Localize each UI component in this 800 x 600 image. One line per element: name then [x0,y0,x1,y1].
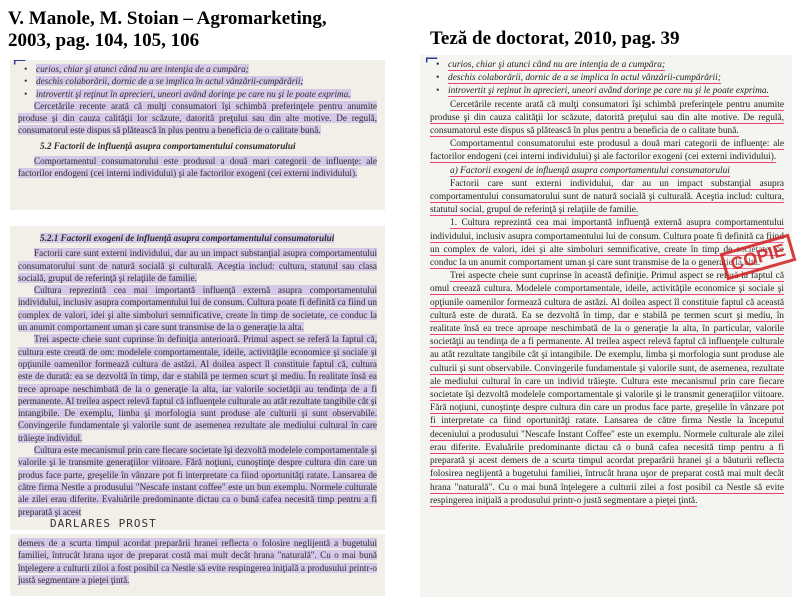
source-citation-line2: 2003, pag. 104, 105, 106 [8,30,200,51]
paragraph: Cercetările recente arată că mulţi consumatori îşi schimbă preferinţele pentru anumite produse şi din cauza calităţii lor scăzute, datorită preţului sau din alte motive. De regulă, consumatorul este dispus să plătească în plus pentru a beneficia de o calitate bună. [430,99,784,137]
paragraph: Cultura este mecanismul prin care fiecare societate îşi dezvoltă modelele comportamentale şi valorile şi le transmite generaţiilor viitoare. Fără noţiuni, cunoştinţe despre cultura din care un produs face parte, greşelile în vânzare pot fi interpretate ca fiind oportunităţi ratate. Lansarea de către firma Nestle a produsului "Nescafe instant coffee" este un bun exemplu. Normele culturale ale zilei erau diferite. Evaluările predominante dictau ca o bună cafea necesită timp pentru a fi preparată şi acest [18,445,377,517]
handwritten-mark: DARLARES PROST [50,517,157,530]
section-title: 5.2 Factorii de influenţă asupra comportamentului consumatorului [40,140,296,151]
copy-stamp: COPIE [720,234,797,281]
bullet-item: • introvertit şi reţinut în aprecieri, uneori având dorinţe pe care nu şi le poate exprima. [430,85,784,98]
thesis-page-excerpt [420,55,792,597]
corner-mark-icon: ⌐ [12,60,28,72]
subsection-title: a) Factorii exogeni de influenţă asupra comportamentului consumatorului [450,165,730,176]
paragraph: demers de a scurta timpul acordat preparării hranei reflecta o folosire neglijentă a bugetului familiei, întrucât hrana uşor de preparat costă mai mult decât hrana "naturală". Cu o mai bună înţelegere a culturii ziloi a fost posibil ca Nestle să evite respingerea iniţială a produsului printr-o justă segmentare a pieţei ţintă. [18,538,377,585]
bullet-item: • deschis colaborării, dornic de a se implica în actul vânzării-cumpărării; [430,72,784,85]
original-scan-excerpt-2 [10,226,385,530]
paragraph: 1. Cultura reprezintă cea mai importantă influenţă externă asupra comportamentului individului, inclusiv asupra comportamentului lui de consum. Cultura poate fi definită ca fiind un complex de valori, idei şi alte simboluri semnificative, create în timp de societate, ce conduc la un anumit comportament uman şi care sunt transmise de la o generaţie la alta. [430,218,784,269]
source-citation-line1: V. Manole, M. Stoian – Agromarketing, [8,8,327,29]
bullet-item: • introvertit şi reţinut în aprecieri, uneori având dorinţe pe care nu şi le poate exprima. [18,88,377,100]
source-citation-right: Teză de doctorat, 2010, pag. 39 [430,28,680,49]
original-scan-excerpt-3 [10,534,385,596]
bullet-item: • curios, chiar şi atunci când nu are intenţia de a cumpăra; [18,63,377,75]
paragraph: Cercetările recente arată că mulţi consumatori îşi schimbă preferinţele pentru anumite produse şi din cauza calităţii lor scăzute, datorită preţului sau din alte motive. De regulă, consumatorul este dispus să plătească în plus pentru a beneficia de o calitate bună. [18,100,377,136]
paragraph: Factorii care sunt externi individului, dar au un impact substanţial asupra comportamentului consumatorului sunt de natură socială şi culturală. Aceştia includ: cultura, statutul sau clasa socială, grupul de referinţă şi relaţiile de familie. [18,248,377,283]
source-citation-left [8,8,388,52]
paragraph: Trei aspecte cheie sunt cuprinse în definiţia anterioară. Primul aspect se referă la faptul că, cultura este creată de om: modelele comportamentale, ideile, activităţile economice şi sociale şi opţiunile oamenilor formează cultura de astăzi. Al doilea aspect îl constituie faptul că, cultura este de durată: ea se dezvoltă în timp, dar e stabilă pe termen scurt şi mediu. În realitate însă ea trece aproape neschimbată de la o generaţie la alta, iar valorile societăţii au tendinţa de a fi permanente. Al treilea aspect relevă faptul că influenţele culturale au atât rezultate tangibile cât şi intangibile. De exemplu, limba şi morfologia sunt produse ale culturii şi sunt observabile. Convingerile fundamentale şi valorile sunt de asemenea rezultate ale mediului cultural în care trăieşte individul. [18,334,377,443]
bullet-item: • curios, chiar şi atunci când nu are intenţia de a cumpăra; [430,59,784,72]
paragraph: Comportamentul consumatorului este produsul a două mari categorii de influenţe: ale factorilor endogeni (cei interni individului) şi ale factorilor exogeni (cei externi individului). [430,139,784,163]
corner-mark-icon: ⌐ [424,55,440,70]
paragraph: Comportamentul consumatorului este produsul a două mari categorii de influenţe: ale factorilor endogeni (cei interni individului) şi ale factorilor exogeni (cei externi individului). [18,156,377,179]
original-scan-excerpt-1 [10,60,385,210]
paragraph: Factorii care sunt externi individului, dar au un impact substanţial asupra comportamentului consumatorului sunt de natură socială şi culturală. Aceştia includ: cultura, statutul social, grupul de referinţă şi relaţiile de familie. [430,178,784,216]
bullet-item: • deschis colaborării, dornic de a se implica în actul vânzării-cumpărării; [18,75,377,87]
paragraph: Cultura reprezintă cea mai importantă influenţă externă asupra comportamentului individului, inclusiv asupra comportamentului lui de consum. Cultura poate fi definită ca fiind un complex de valori, idei şi alte simboluri semnificative, create în timp de societate, ce conduc la un anumit comportament uman şi care sunt transmise de la o generaţie la alta. [18,285,377,333]
section-title: 5.2.1 Factorii exogeni de influenţă asupra comportamentului consumatorului [40,233,335,243]
paragraph: Trei aspecte cheie sunt cuprinse în această definiţie. Primul aspect se referă la faptul că omul creează cultura. Modelele comportamentale, ideile, activităţile economice şi sociale şi opţiunile oamenilor formează cultura de astăzi. Al doilea aspect îl constituie faptul că această cultură este de durată. Ea se dezvoltă în timp, dar e stabilă pe termen scurt şi mediu, în realitate însă ea trece aproape neschimbată de la o generaţie la alta, în particular, valorile societăţii au tendinţa de a fi permanente. Al treilea aspect relevă faptul că influenţele culturale au atât rezultate tangibile cât şi intangibile. De exemplu, limba şi morfologia sunt produse ale culturii şi sunt observabile. Convingerile fundamentale şi valorile sunt, de asemenea, rezultate ale mediului cultural în care un individ trăieşte. Cultura este mecanismul prin care fiecare societate îşi dezvoltă modelele comportamentale şi valorile şi le transmit generaţiilor viitoare. Fără noţiuni, cunoştinţe despre cultura din care un produs face parte, greşelile în vânzare pot fi interpretate ca fiind oportunităţi ratate. Lansarea de către firma Nestle la începutul deceniului a produsului "Nescafe Instant Coffee" este un exemplu. Normele culturale ale zilei erau diferite. Evaluările predominante dictau că o bună cafea necesită timp pentru a fi preparată şi acest demers de a scurta timpul acordat preparării hranei şi a băuturii reflecta folosirea neglijentă a bugetului familiei, întrucât hrana uşor de preparat costă mai mult decât hrana "naturală". Cu o mai bună înţelegere a culturii zilei a fost posibil ca Nestle să evite respingerea iniţială a produsului printr-o justă segmentare a pieţei ţintă. [430,271,784,506]
